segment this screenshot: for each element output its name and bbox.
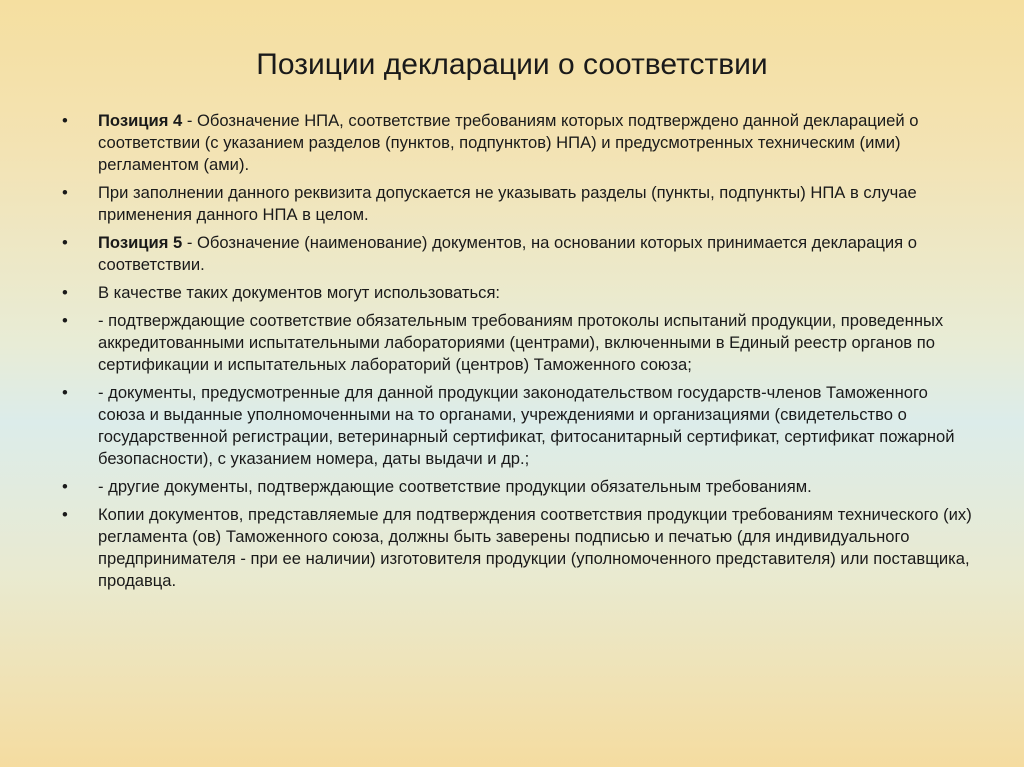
bullet-text: При заполнении данного реквизита допускается не указывать разделы (пункты, подпункты) НПА в случае применения данного НПА в целом. (98, 183, 917, 224)
bullet-item-other-documents (62, 476, 978, 498)
bullet-item-documents-intro (62, 282, 978, 304)
bullet-text: В качестве таких документов могут использоваться: (98, 283, 501, 302)
bullet-icon: • (62, 111, 68, 130)
bullet-item-copies (62, 504, 978, 592)
bullet-text: Копии документов, представляемые для подтверждения соответствия продукции требованиям технического (их) регламента (ов) Таможенного союза, должны быть заверены подписью и печатью (для индивидуального предпринимателя - при ее наличии) изготовителя продукции (уполномоченного представителя) или поставщика, продавца. (98, 505, 972, 590)
bullet-icon: • (62, 233, 68, 252)
slide-title: Позиции декларации о соответствии (256, 48, 768, 81)
bullet-item-position-5 (62, 232, 978, 276)
bullet-text: - документы, предусмотренные для данной продукции законодательством государств-членов Таможенного союза и выданные уполномоченными на то органами, учреждениями и организациями (свидетельство о государственной регистрации, ветеринарный сертификат, фитосанитарный сертификат, сертификат пожарной безопасности), с указанием номера, даты выдачи и др.; (98, 383, 955, 468)
bullet-text: - Обозначение НПА, соответствие требованиям которых подтверждено данной декларацией о соответствии (с указанием разделов (пунктов, подпунктов) НПА) и предусмотренных техническим (ими) регламентом (ами). (98, 111, 919, 174)
bullet-bold-label: Позиция 5 (98, 233, 183, 252)
bullet-icon: • (62, 311, 68, 330)
bullet-icon: • (62, 183, 68, 202)
bullet-icon: • (62, 477, 68, 496)
bullet-item-fill-note (62, 182, 978, 226)
bullet-text: - другие документы, подтверждающие соответствие продукции обязательным требованиям. (98, 477, 812, 496)
bullet-text: - подтверждающие соответствие обязательным требованиям протоколы испытаний продукции, проведенных аккредитованными испытательными лабораториями (центрами), включенными в Единый реестр органов по сертификации и испытательных лабораторий (центров) Таможенного союза; (98, 311, 944, 374)
bullet-icon: • (62, 383, 68, 402)
bullet-text: - Обозначение (наименование) документов, на основании которых принимается декларация о соответствии. (98, 233, 917, 274)
bullet-list (62, 110, 978, 598)
bullet-icon: • (62, 505, 68, 524)
bullet-item-position-4 (62, 110, 978, 176)
bullet-item-test-protocols (62, 310, 978, 376)
bullet-bold-label: Позиция 4 (98, 111, 183, 130)
bullet-item-state-documents (62, 382, 978, 470)
bullet-icon: • (62, 283, 68, 302)
